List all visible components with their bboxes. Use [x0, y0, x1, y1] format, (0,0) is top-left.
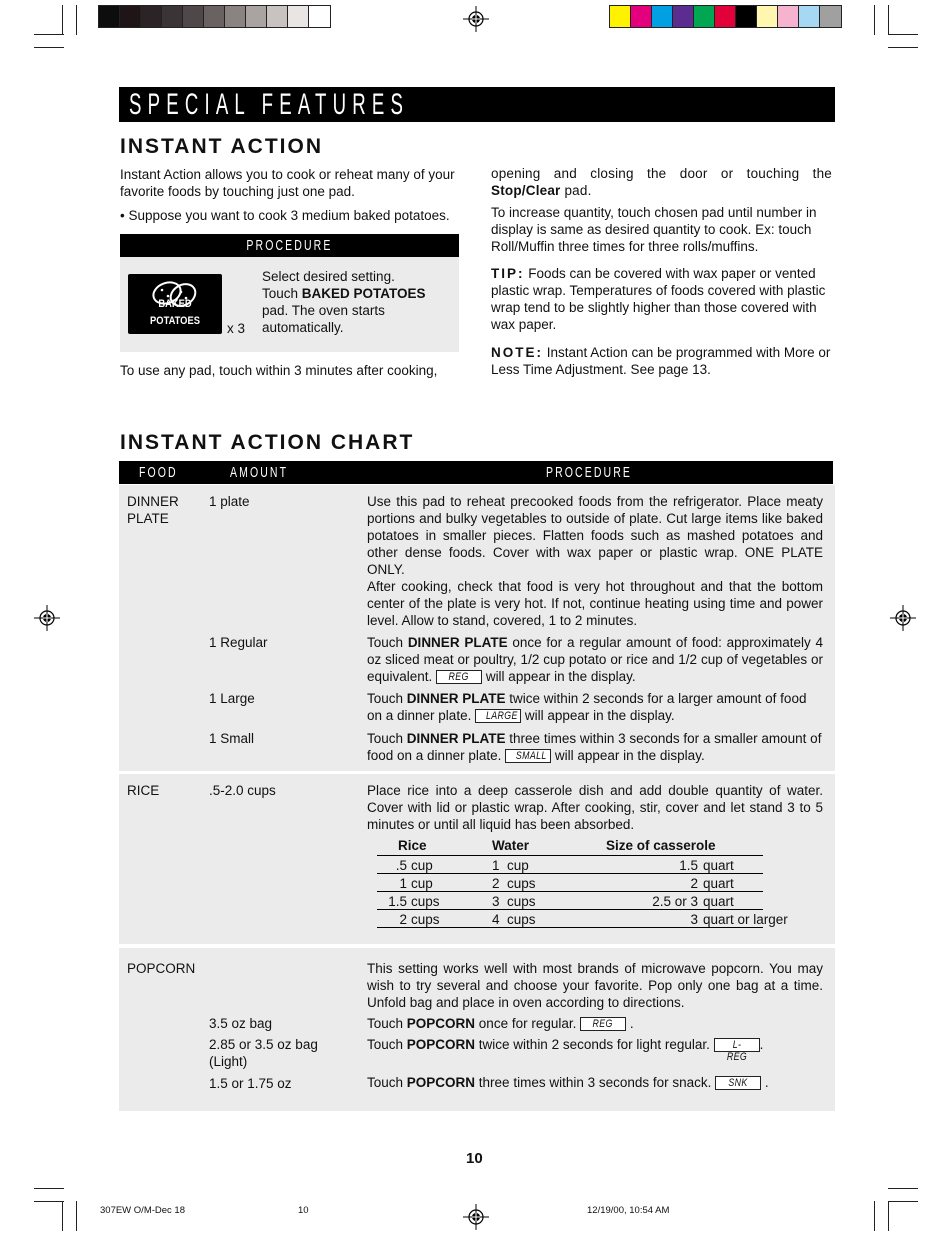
- registration-mark-icon: [890, 605, 916, 631]
- food-popcorn: POPCORN: [127, 961, 196, 976]
- procedure-text: Select desired setting. Touch BAKED POTATOES pad. The oven starts automatically.: [262, 269, 426, 335]
- rice-table: [377, 836, 788, 928]
- color-swatch: [246, 6, 267, 27]
- color-swatch: [799, 6, 820, 27]
- rice-table-row: .5 cup 1 cup 1.5 quart: [377, 856, 763, 874]
- procedure-dinner-large: Touch DINNER PLATE twice within 2 seconds for a larger amount of food on a dinner plate. LARGE will appear in the display.: [367, 691, 807, 723]
- times-label: x 3: [227, 321, 246, 336]
- procedure-popcorn: This setting works well with most brands of microwave popcorn. You may wish to try several and choose your favorite. Pop only one bag at a time. Unfold bag and place in oven according to directions.: [367, 961, 823, 1010]
- color-swatch: [820, 6, 841, 27]
- color-swatch: [673, 6, 694, 27]
- color-swatch: [141, 6, 162, 27]
- color-swatch: [183, 6, 204, 27]
- use-pad-text: To use any pad, touch within 3 minutes after cooking,: [120, 363, 438, 378]
- rice-table-row: 1 cup 2 cups 2 quart: [377, 874, 763, 892]
- procedure-popcorn-light: Touch POPCORN twice within 2 seconds for light regular. L-REG.: [367, 1037, 764, 1064]
- amount-popcorn-snack: 1.5 or 1.75 oz: [209, 1076, 292, 1091]
- col-procedure: PROCEDURE: [546, 464, 633, 481]
- color-swatch: [162, 6, 183, 27]
- procedure-label: PROCEDURE: [120, 234, 459, 257]
- procedure-rice: Place rice into a deep casserole dish and add double quantity of water. Cover with lid or plastic wrap. After cooking, stir, cover and let stand 3 to 5 minutes or until all liquid has been absorbed.: [367, 783, 823, 832]
- col-food: FOOD: [139, 464, 178, 481]
- lcd-display: SMALL: [505, 749, 551, 763]
- food-dinner-plate: DINNER PLATE: [127, 494, 179, 526]
- rice-table-header: Rice Water Size of casserole: [377, 836, 763, 856]
- lcd-display: L-REG: [714, 1038, 760, 1052]
- color-swatch: [99, 6, 120, 27]
- color-swatch: [715, 6, 736, 27]
- procedure-dinner-small: Touch DINNER PLATE three times within 3 seconds for a smaller amount of food on a dinner plate. SMALL will appear in the display.: [367, 731, 822, 763]
- color-swatch: [778, 6, 799, 27]
- page-number: 10: [466, 1150, 483, 1167]
- footer-right: 12/19/00, 10:54 AM: [587, 1205, 670, 1216]
- quantity-text: To increase quantity, touch chosen pad until number in display is same as desired quantity to cook. Ex: touch Roll/Muffin three times for three rolls/muffins.: [491, 205, 817, 254]
- food-rice: RICE: [127, 783, 160, 798]
- procedure-dinner-regular: Touch DINNER PLATE once for a regular amount of food: approximately 4 oz sliced meat or poultry, 1/2 cup potato or rice and 1/2 cup of vegetables or equivalent. REG will appear in the display.: [367, 635, 823, 684]
- registration-mark-icon: [34, 605, 60, 631]
- footer-middle: 10: [298, 1205, 309, 1216]
- note-text: NOTE: Instant Action can be programmed with More or Less Time Adjustment. See page 13.: [491, 345, 831, 377]
- procedure-popcorn-snack: Touch POPCORN three times within 3 seconds for snack. SNK .: [367, 1075, 769, 1090]
- color-swatch: [610, 6, 631, 27]
- amount-1-small: 1 Small: [209, 731, 255, 746]
- procedure-dinner-1: Use this pad to reheat precooked foods from the refrigerator. Place meaty portions and bulky vegetables to outside of plate. Cut large items like baked potatoes in smaller pieces. Flatten foods such as mashed potatoes and other dense foods. Cover with wax paper or plastic wrap. ONE PLATE ONLY. After cooking, check that food is very hot throughout and that the bottom center of the plate is very hot. If not, continue heating using time and power level. Allow to stand, covered, 1 to 2 minutes.: [367, 494, 823, 628]
- instant-action-heading: INSTANT ACTION: [120, 135, 323, 158]
- amount-popcorn-regular: 3.5 oz bag: [209, 1016, 273, 1031]
- color-swatch-strip: [609, 5, 842, 28]
- registration-mark-icon: [463, 6, 489, 32]
- stop-clear-text: opening and closing the door or touching the Stop/Clear pad.: [491, 166, 832, 198]
- col-amount: AMOUNT: [230, 464, 289, 481]
- page-title: SPECIAL FEATURES: [119, 87, 835, 122]
- color-swatch: [736, 6, 757, 27]
- chart-header-row: [119, 461, 833, 484]
- procedure-box: [120, 257, 459, 352]
- lcd-display: REG: [580, 1017, 626, 1031]
- amount-rice: .5-2.0 cups: [209, 783, 276, 798]
- color-swatch: [225, 6, 246, 27]
- color-swatch: [652, 6, 673, 27]
- amount-1-regular: 1 Regular: [209, 635, 268, 650]
- baked-potatoes-pad: BAKED POTATOES: [128, 274, 222, 334]
- lcd-display: SNK: [715, 1076, 761, 1090]
- color-swatch: [757, 6, 778, 27]
- color-swatch: [267, 6, 288, 27]
- color-swatch: [631, 6, 652, 27]
- chart-heading: INSTANT ACTION CHART: [120, 431, 415, 454]
- amount-1-plate: 1 plate: [209, 494, 250, 509]
- intro-text: Instant Action allows you to cook or reheat many of your favorite foods by touching just one pad.: [120, 167, 455, 199]
- footer-left: 307EW O/M-Dec 18: [100, 1205, 185, 1216]
- color-swatch: [120, 6, 141, 27]
- procedure-popcorn-regular: Touch POPCORN once for regular. REG .: [367, 1016, 634, 1031]
- color-swatch: [288, 6, 309, 27]
- gray-swatch-strip: [98, 5, 331, 28]
- rice-table-row: 1.5 cups 3 cups 2.5 or 3 quart: [377, 892, 763, 910]
- lcd-display: LARGE: [475, 709, 521, 723]
- color-swatch: [204, 6, 225, 27]
- color-swatch: [694, 6, 715, 27]
- registration-mark-icon: [463, 1204, 489, 1230]
- bullet-text: • Suppose you want to cook 3 medium baked potatoes.: [120, 208, 450, 223]
- amount-1-large: 1 Large: [209, 691, 255, 706]
- rice-table-row: 2 cups 4 cups 3 quart or larger: [377, 910, 763, 928]
- tip-text: TIP: Foods can be covered with wax paper or vented plastic wrap. Temperatures of foods covered with plastic wrap tend to be slightly higher than those covered with wax paper.: [491, 266, 826, 332]
- amount-popcorn-light: 2.85 or 3.5 oz bag (Light): [209, 1037, 318, 1069]
- lcd-display: REG: [436, 670, 482, 684]
- color-swatch: [309, 6, 330, 27]
